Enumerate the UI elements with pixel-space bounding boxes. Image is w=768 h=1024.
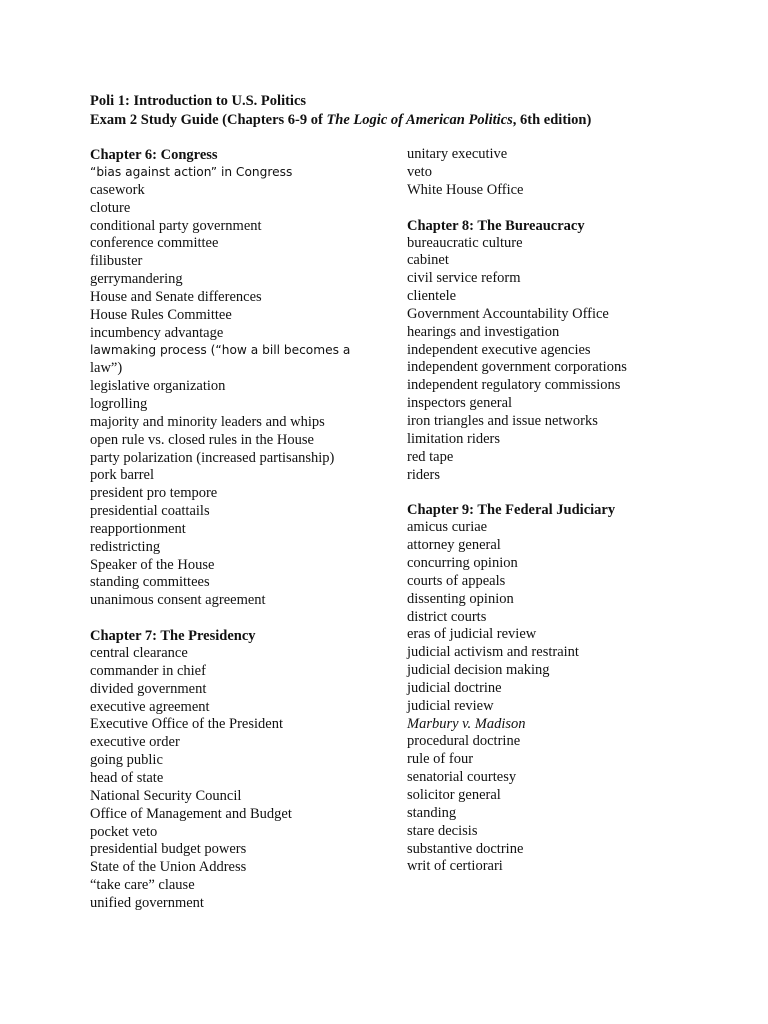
term-item: commander in chief xyxy=(90,662,206,679)
term-item: State of the Union Address xyxy=(90,859,247,876)
chapter-6-title: Chapter 6: Congress xyxy=(90,147,218,163)
chapter-9-title: Chapter 9: The Federal Judiciary xyxy=(407,502,616,519)
term-item: iron triangles and issue networks xyxy=(407,412,598,429)
term-item: stare decisis xyxy=(407,822,478,839)
term-item: open rule vs. closed rules in the House xyxy=(90,431,314,448)
chapter-9-term-list xyxy=(407,519,727,876)
term-item: Executive Office of the President xyxy=(90,716,283,733)
term-item: Office of Management and Budget xyxy=(90,805,292,822)
term-item: writ of certiorari xyxy=(407,858,503,875)
term-item: cloture xyxy=(90,199,131,216)
term-item: dissenting opinion xyxy=(407,590,514,607)
chapter-7-term-list xyxy=(90,645,375,913)
term-item: independent regulatory commissions xyxy=(407,377,621,394)
term-item: inspectors general xyxy=(407,395,513,412)
term-item: central clearance xyxy=(90,645,188,662)
term-item: party polarization (increased partisanship) xyxy=(90,449,335,466)
term-item: head of state xyxy=(90,770,164,786)
term-item: presidential coattails xyxy=(90,503,210,520)
term-item: legislative organization xyxy=(90,378,226,395)
term-item: riders xyxy=(407,466,441,483)
term-item: House and Senate differences xyxy=(90,288,262,305)
term-item: gerrymandering xyxy=(90,271,183,288)
term-item: eras of judicial review xyxy=(407,626,537,643)
term-item: judicial activism and restraint xyxy=(407,644,579,661)
term-item: judicial review xyxy=(407,697,494,714)
term-item: judicial decision making xyxy=(407,662,550,679)
chapter-7-term-list-continued xyxy=(407,146,727,200)
term-item: pocket veto xyxy=(90,823,158,840)
term-item: clientele xyxy=(407,288,457,305)
term-item: bureaucratic culture xyxy=(407,234,523,251)
term-item: “take care” clause xyxy=(90,877,195,894)
study-guide-title-prefix: Exam 2 Study Guide (Chapters 6-9 of xyxy=(90,111,327,128)
term-item: House Rules Committee xyxy=(90,306,232,323)
term-item: standing xyxy=(407,804,457,821)
study-guide-title xyxy=(90,111,730,130)
term-item: majority and minority leaders and whips xyxy=(90,413,325,430)
term-item: district courts xyxy=(407,608,487,625)
chapter-7-section xyxy=(90,627,375,913)
term-item-continuation: law”) xyxy=(90,360,123,377)
term-item: veto xyxy=(407,163,432,180)
term-item: concurring opinion xyxy=(407,555,518,572)
left-column xyxy=(90,146,375,930)
term-item: “bias against action” in Congress xyxy=(90,165,293,179)
term-item: standing committees xyxy=(90,574,210,591)
term-item: executive agreement xyxy=(90,698,210,715)
chapter-8-title: Chapter 8: The Bureaucracy xyxy=(407,217,585,234)
term-item: solicitor general xyxy=(407,787,501,803)
term-item: filibuster xyxy=(90,253,143,270)
term-item: attorney general xyxy=(407,537,501,554)
chapter-7-title: Chapter 7: The Presidency xyxy=(90,628,256,645)
term-item: executive order xyxy=(90,734,180,751)
term-item: unified government xyxy=(90,894,204,911)
term-item: amicus curiae xyxy=(407,519,488,536)
term-item: lawmaking process (“how a bill becomes a xyxy=(90,343,351,358)
term-item: substantive doctrine xyxy=(407,840,524,857)
term-item: limitation riders xyxy=(407,430,501,447)
term-item: cabinet xyxy=(407,252,449,269)
term-item: pork barrel xyxy=(90,467,155,484)
term-item: independent government corporations xyxy=(407,359,627,376)
term-item: judicial doctrine xyxy=(407,679,502,696)
term-item: presidential budget powers xyxy=(90,841,247,858)
chapter-8-section xyxy=(407,217,727,485)
term-item: White House Office xyxy=(407,181,524,198)
term-item: conference committee xyxy=(90,235,219,252)
chapter-6-term-list xyxy=(90,164,375,610)
chapter-8-term-list xyxy=(407,235,727,485)
term-item: hearings and investigation xyxy=(407,323,560,340)
chapter-9-section xyxy=(407,501,727,876)
term-item: National Security Council xyxy=(90,787,242,804)
term-item: Speaker of the House xyxy=(90,556,215,573)
term-item: unitary executive xyxy=(407,146,508,162)
term-item: Government Accountability Office xyxy=(407,305,609,322)
term-item: civil service reform xyxy=(407,270,521,287)
term-item: independent executive agencies xyxy=(407,341,591,358)
term-item: conditional party government xyxy=(90,217,262,234)
term-item: president pro tempore xyxy=(90,485,218,502)
term-item: unanimous consent agreement xyxy=(90,592,266,609)
chapter-6-section xyxy=(90,146,375,610)
term-item: going public xyxy=(90,752,163,769)
term-item: rule of four xyxy=(407,751,474,768)
textbook-title: The Logic of American Politics xyxy=(326,111,513,128)
term-item: reapportionment xyxy=(90,520,186,537)
document-header xyxy=(90,92,730,129)
term-item-case-name: Marbury v. Madison xyxy=(407,715,526,732)
right-column xyxy=(407,146,727,893)
term-item: senatorial courtesy xyxy=(407,769,517,786)
term-item: incumbency advantage xyxy=(90,324,224,341)
chapter-7-continued-section xyxy=(407,146,727,200)
study-guide-title-suffix: , 6th edition) xyxy=(512,111,592,128)
term-item: divided government xyxy=(90,680,207,697)
term-item: procedural doctrine xyxy=(407,733,521,750)
term-item: casework xyxy=(90,181,145,198)
term-item: redistricting xyxy=(90,538,161,555)
term-item: courts of appeals xyxy=(407,572,506,589)
term-item: logrolling xyxy=(90,395,148,412)
course-title: Poli 1: Introduction to U.S. Politics xyxy=(90,93,307,109)
term-item: red tape xyxy=(407,448,454,465)
